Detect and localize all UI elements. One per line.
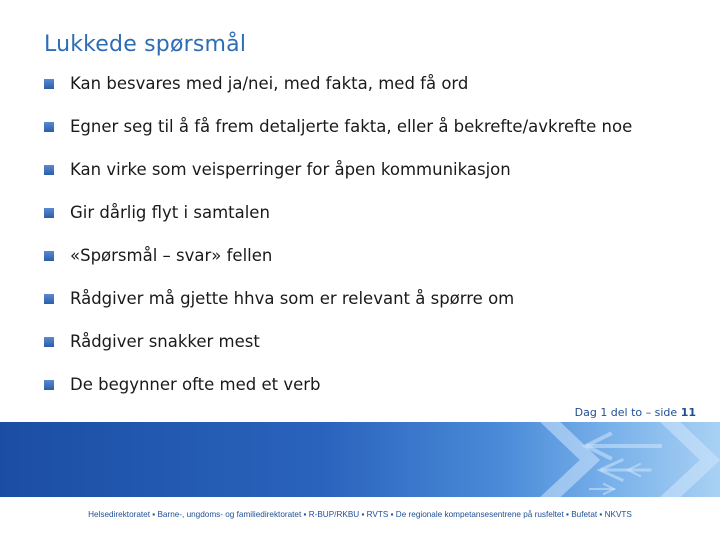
bullet-text: Gir dårlig flyt i samtalen	[70, 203, 270, 222]
square-bullet-icon	[44, 208, 54, 218]
bullet-text: Egner seg til å få frem detaljerte fakta, eller å bekrefte/avkrefte noe	[70, 117, 633, 136]
page-number: 11	[680, 406, 696, 419]
bullet-item	[44, 148, 632, 191]
page-title: Lukkede spørsmål	[44, 32, 247, 57]
square-bullet-icon	[44, 251, 54, 261]
arrows-pattern-icon	[0, 422, 720, 497]
bullet-item	[44, 320, 632, 363]
bullet-text: De begynner ofte med et verb	[70, 375, 321, 394]
bullet-item	[44, 191, 632, 234]
square-bullet-icon	[44, 294, 54, 304]
bullet-text: Rådgiver må gjette hhva som er relevant å spørre om	[70, 289, 515, 308]
bullet-item	[44, 105, 632, 148]
bullet-item	[44, 363, 632, 406]
square-bullet-icon	[44, 79, 54, 89]
bullet-text: Kan besvares med ja/nei, med fakta, med få ord	[70, 74, 469, 93]
slide-day-page	[575, 406, 696, 419]
organizations-footer: Helsedirektoratet ▪ Barne-, ungdoms- og familiedirektoratet ▪ R-BUP/RKBU ▪ RVTS ▪ De regionale kompetansesentrene på rusfeltet ▪ Bufetat ▪ NKVTS	[88, 510, 632, 519]
square-bullet-icon	[44, 337, 54, 347]
bullet-text: «Spørsmål – svar» fellen	[70, 246, 273, 265]
bullet-item	[44, 234, 632, 277]
bullet-text: Rådgiver snakker mest	[70, 332, 260, 351]
bullet-item	[44, 62, 632, 105]
square-bullet-icon	[44, 122, 54, 132]
bullet-text: Kan virke som veisperringer for åpen kommunikasjon	[70, 160, 511, 179]
square-bullet-icon	[44, 380, 54, 390]
bullet-list	[44, 62, 632, 406]
bullet-item	[44, 277, 632, 320]
day-label: Dag 1 del to – side	[574, 406, 678, 419]
footer-band	[0, 422, 720, 497]
square-bullet-icon	[44, 165, 54, 175]
